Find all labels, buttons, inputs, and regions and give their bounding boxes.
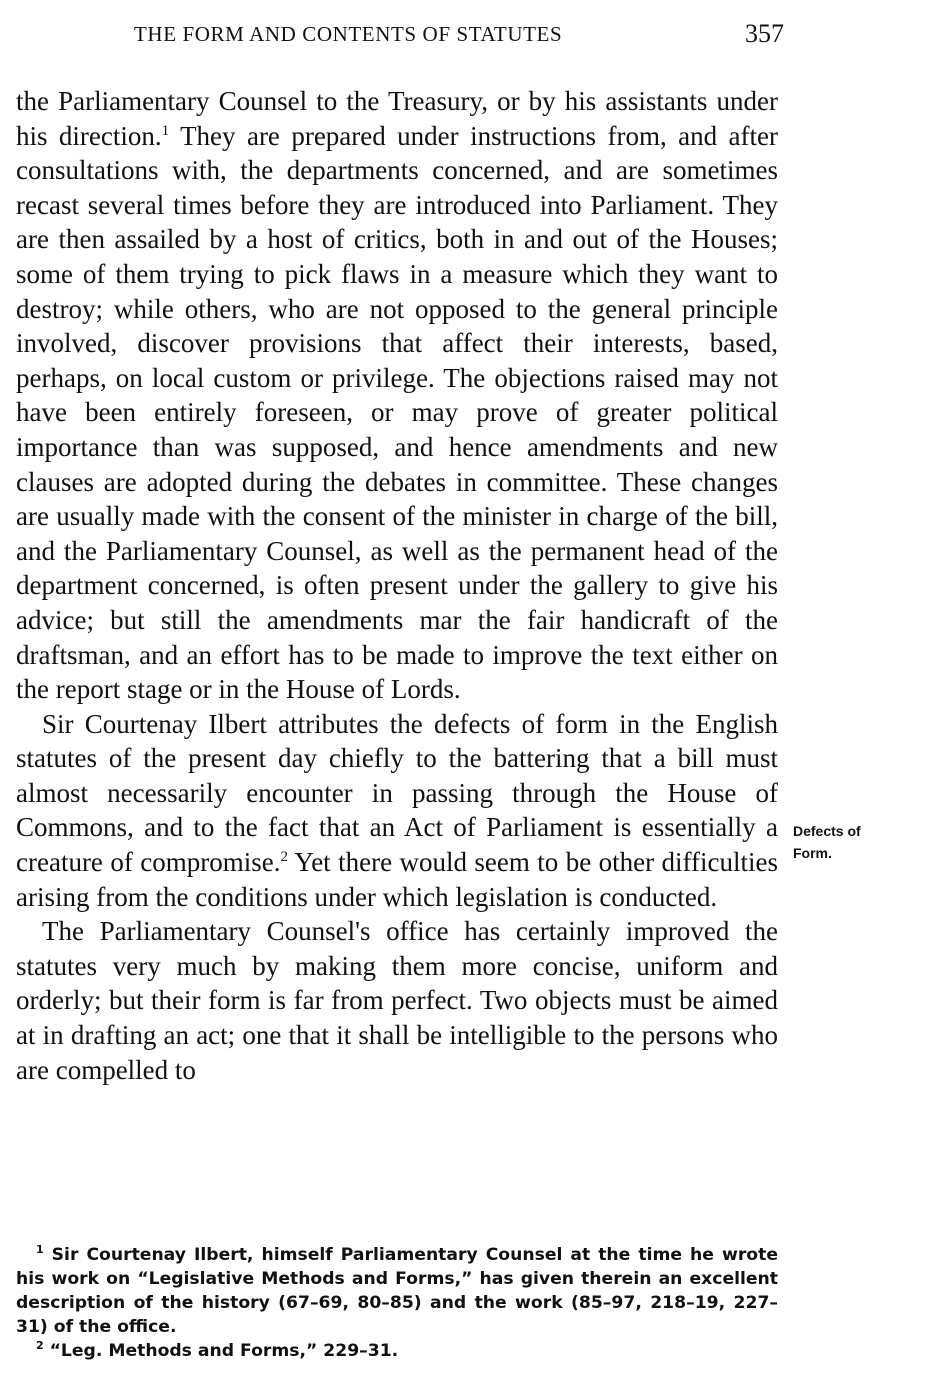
footnotes [16,1243,778,1363]
margin-note-line: Defects of [793,823,861,839]
page-header [134,19,784,54]
footnote-text: “Leg. Methods and Forms,” 229–31. [43,1341,399,1361]
footnote-mark: 1 [36,1243,44,1256]
paragraph [16,84,778,707]
footnote-mark: 2 [36,1339,44,1352]
footnote-text: Sir Courtenay Ilbert, himself Parliamentary Counsel at the time he wrote his work on “Legislative Methods and Forms,” has given therein an excellent description of the history (67–69, 80–85) and the work (85–97, 218–19, 227–31) of the office. [16,1245,778,1337]
margin-note [793,820,903,864]
footnote-reference[interactable]: 2 [280,849,288,866]
paragraph [16,707,778,915]
footnote [16,1339,778,1363]
paragraph-text: Yet there would seem to be other difficulties arising from the conditions under which legislation is conducted. [16,847,779,912]
main-text [16,84,778,1087]
page-number: 357 [745,19,784,48]
footnote [16,1243,778,1339]
footnote-reference[interactable]: 1 [161,122,170,139]
running-title: THE FORM AND CONTENTS OF STATUTES [134,22,563,46]
margin-note-line: Form. [793,845,832,861]
paragraph-text: Sir Courtenay Ilbert attributes the defects of form in the English statutes of the present day chiefly to the battering that a bill must almost necessarily encounter in passing through the House of Commons, and to the fact that an Act of Parliament is essentially a creature of compromise. [16,708,778,878]
paragraph-text: the Parliamentary Counsel to the Treasury, or by his assistants under his direction. [16,86,778,151]
paragraph-text: They are prepared under instructions from, and after consultations with, the departments concerned, and are sometimes recast several times before they are introduced into Parliament. They are then assailed by a host of critics, both in and out of the Houses; some of them trying to pick flaws in a measure which they want to destroy; while others, who are not opposed to the general principle involved, discover provisions that affect their interests, based, perhaps, on local custom or privilege. The objections raised may not have been entirely foreseen, or may prove of greater political importance than was supposed, and hence amendments and new clauses are adopted during the debates in committee. These changes are usually made with the consent of the minister in charge of the bill, and the Parliamentary Counsel, as well as the permanent head of the department concerned, is often present under the gallery to give his advice; but still the amendments mar the fair handicraft of the draftsman, and an effort has to be made to improve the text either on the report stage or in the House of Lords. [16,120,778,705]
paragraph: The Parliamentary Counsel's office has certainly improved the statutes very much by making them more concise, uniform and orderly; but their form is far from perfect. Two objects must be aimed at in drafting an act; one that it shall be intelligible to the persons who are compelled to [16,916,778,1085]
